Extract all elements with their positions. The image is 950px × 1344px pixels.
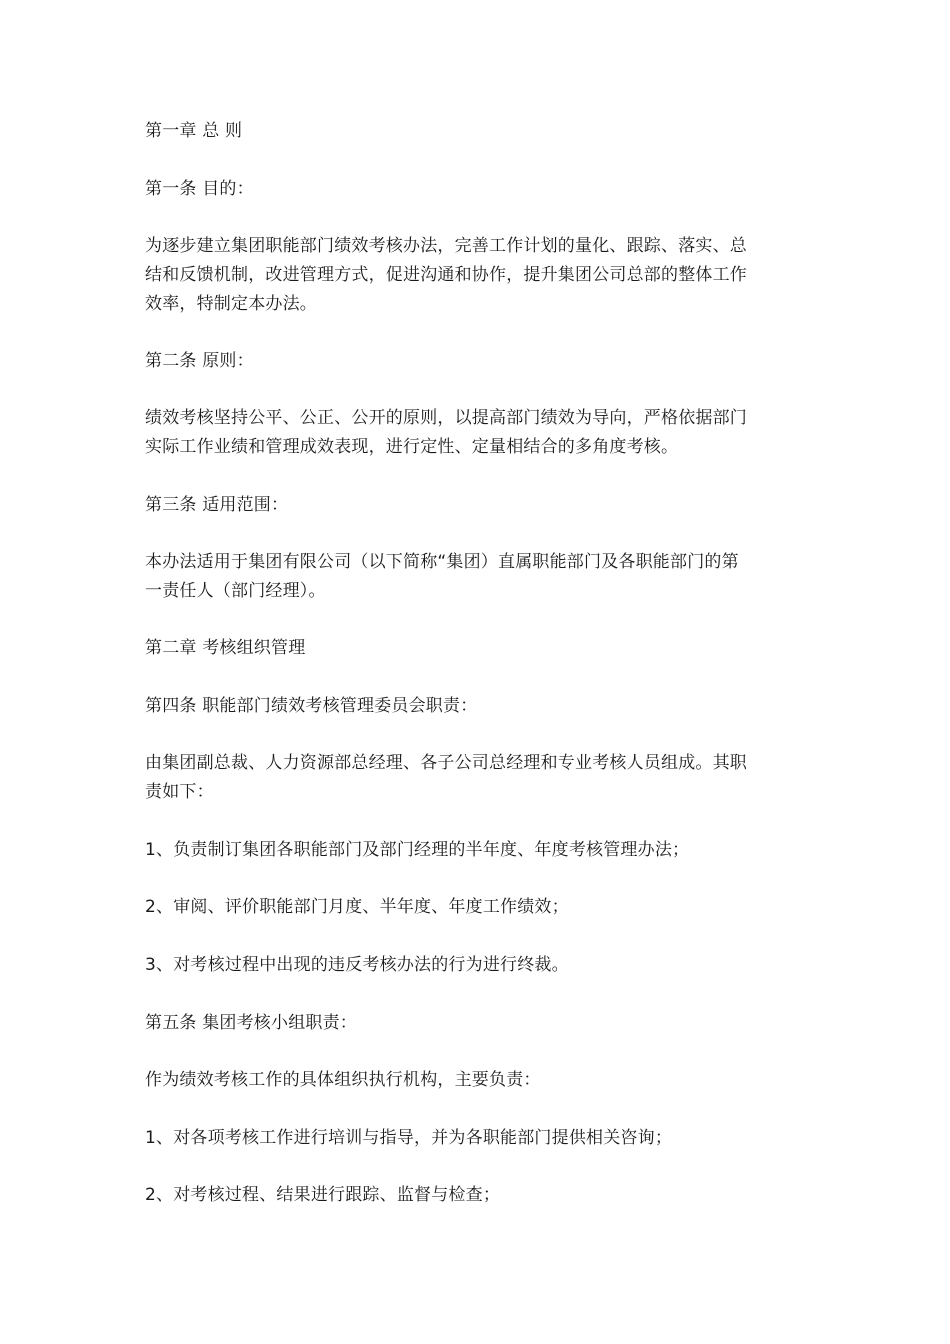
- article-2-heading: 第二条 原则：: [145, 351, 254, 371]
- article-3-text-line-2: 一责任人（部门经理）。: [145, 581, 326, 601]
- article-1-text-line-1: 为逐步建立集团职能部门绩效考核办法，完善工作计划的量化、跟踪、落实、总: [145, 236, 747, 256]
- article-4-item-3: 3、对考核过程中出现的违反考核办法的行为进行终裁。: [145, 955, 569, 975]
- chapter-1-heading: 第一章 总 则: [145, 121, 243, 141]
- article-3-text-line-1: 本办法适用于集团有限公司（以下简称“集团）直属职能部门及各职能部门的第: [145, 552, 739, 572]
- article-2-text-line-1: 绩效考核坚持公平、公正、公开的原则，以提高部门绩效为导向，严格依据部门: [145, 408, 747, 428]
- article-1-text-line-3: 效率，特制定本办法。: [145, 294, 317, 314]
- article-4-item-1: 1、负责制订集团各职能部门及部门经理的半年度、年度考核管理办法；: [145, 840, 690, 860]
- article-4-item-2: 2、审阅、评价职能部门月度、半年度、年度工作绩效；: [145, 897, 569, 917]
- article-3-heading: 第三条 适用范围：: [145, 495, 289, 515]
- article-4-heading: 第四条 职能部门绩效考核管理委员会职责：: [145, 696, 478, 716]
- chapter-2-heading: 第二章 考核组织管理: [145, 638, 306, 658]
- article-5-item-1: 1、对各项考核工作进行培训与指导，并为各职能部门提供相关咨询；: [145, 1128, 673, 1148]
- article-5-item-2: 2、对考核过程、结果进行跟踪、监督与检查；: [145, 1185, 501, 1205]
- article-1-heading: 第一条 目的：: [145, 179, 254, 199]
- article-2-text-line-2: 实际工作业绩和管理成效表现，进行定性、定量相结合的多角度考核。: [145, 437, 679, 457]
- article-5-text: 作为绩效考核工作的具体组织执行机构，主要负责：: [145, 1070, 541, 1090]
- article-1-text-line-2: 结和反馈机制，改进管理方式，促进沟通和协作，提升集团公司总部的整体工作: [145, 265, 747, 285]
- article-4-text-line-2: 责如下：: [145, 782, 214, 802]
- article-4-text-line-1: 由集团副总裁、人力资源部总经理、各子公司总经理和专业考核人员组成。其职: [145, 753, 747, 773]
- article-5-heading: 第五条 集团考核小组职责：: [145, 1013, 358, 1033]
